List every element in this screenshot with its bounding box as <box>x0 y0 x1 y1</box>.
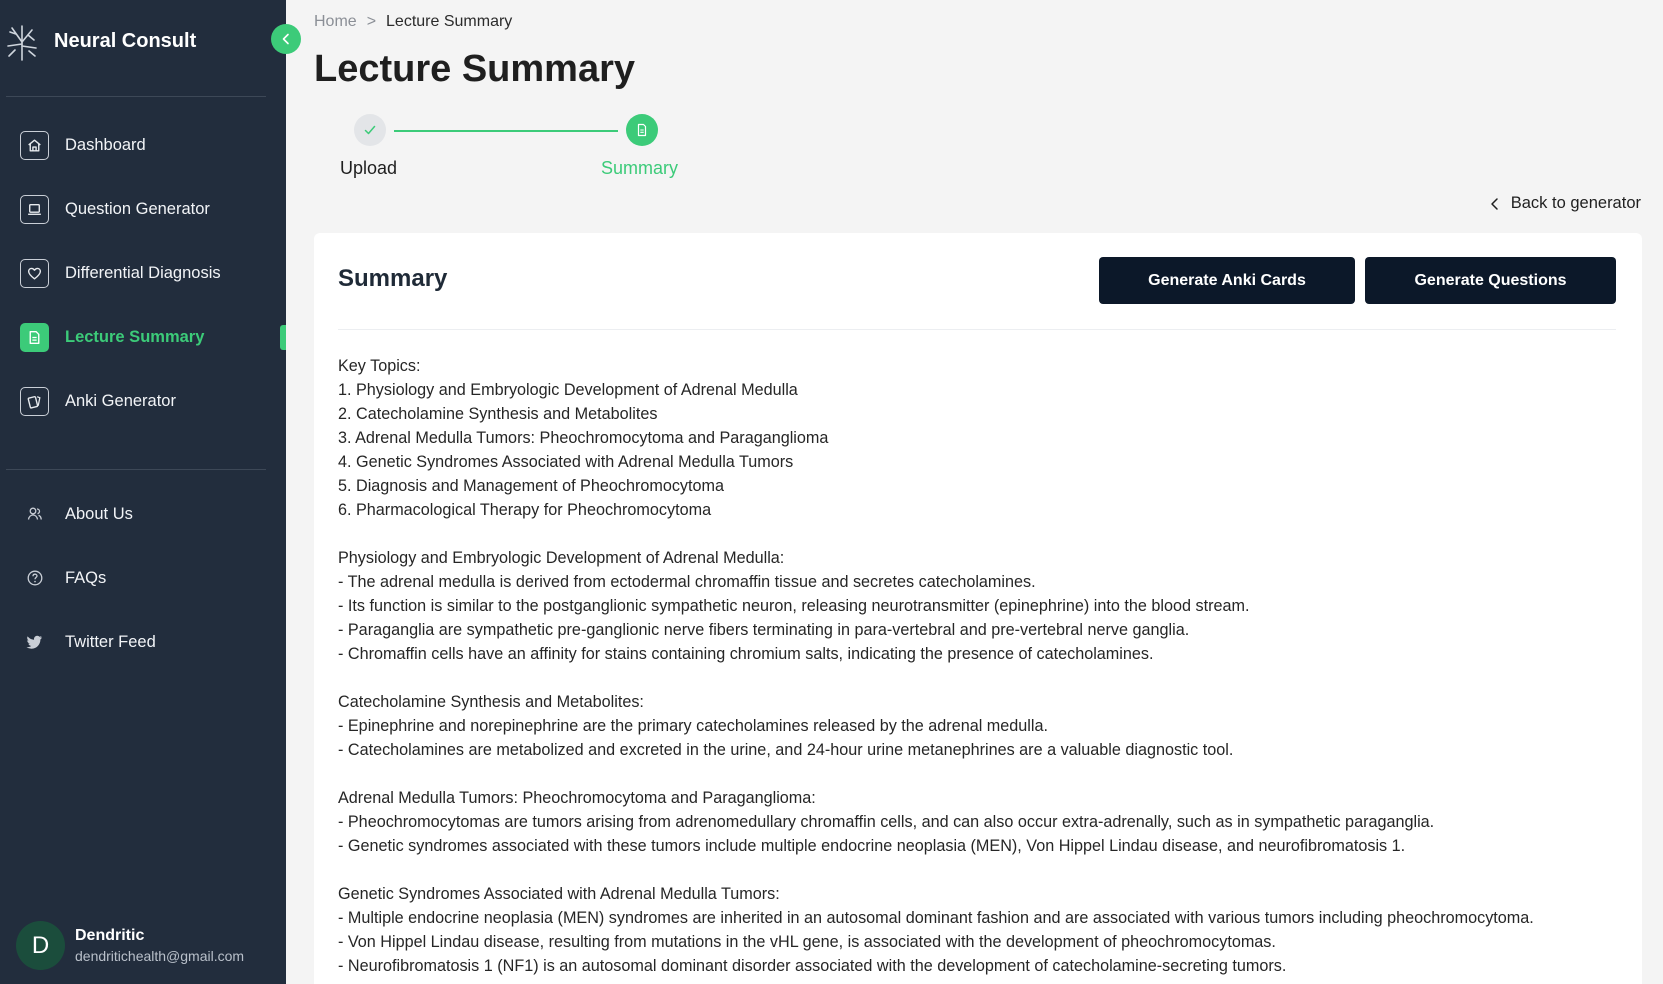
breadcrumb-separator: > <box>366 13 377 30</box>
summary-line: - Catecholamines are metabolized and excreted in the urine, and 24-hour urine metanephrines are a valuable diagnostic tool. <box>338 741 1234 759</box>
summary-card <box>314 233 1642 984</box>
summary-line: 4. Genetic Syndromes Associated with Adrenal Medulla Tumors <box>338 453 794 471</box>
back-link-label: Back to generator <box>1510 194 1641 212</box>
generate-anki-cards-button[interactable]: Generate Anki Cards <box>1099 257 1355 304</box>
active-indicator <box>280 325 286 350</box>
chevron-left-icon <box>1489 197 1501 211</box>
summary-line: Catecholamine Synthesis and Metabolites: <box>338 693 644 711</box>
step-label-upload: Upload <box>340 158 398 178</box>
cards-icon <box>20 387 49 416</box>
summary-text <box>338 354 1628 978</box>
breadcrumb-current: Lecture Summary <box>386 13 513 30</box>
summary-line: - The adrenal medulla is derived from ectodermal chromaffin tissue and secretes catecholamines. <box>338 573 1036 591</box>
card-title: Summary <box>338 265 448 292</box>
heart-icon <box>20 259 49 288</box>
user-name: Dendritic <box>75 927 145 944</box>
summary-line: - Paraganglia are sympathetic pre-ganglionic nerve fibers terminating in para-vertebral and pre-vertebral nerve ganglia. <box>338 621 1190 639</box>
summary-line: 3. Adrenal Medulla Tumors: Pheochromocytoma and Paraganglioma <box>338 429 829 447</box>
document-icon <box>634 122 650 138</box>
people-icon <box>20 505 49 523</box>
summary-spacer <box>338 522 1628 546</box>
sidebar-item-label: Differential Diagnosis <box>65 263 221 282</box>
sidebar-item-twitter-feed[interactable] <box>0 610 286 674</box>
summary-line: Physiology and Embryologic Development of Adrenal Medulla: <box>338 549 785 567</box>
sidebar-item-differential-diagnosis[interactable] <box>0 241 286 305</box>
breadcrumb-home[interactable]: Home <box>314 13 357 30</box>
back-to-generator-link[interactable] <box>1489 194 1641 213</box>
summary-spacer <box>338 858 1628 882</box>
summary-spacer <box>338 666 1628 690</box>
summary-line: - Von Hippel Lindau disease, resulting from mutations in the vHL gene, is associated with the development of pheochromocytomas. <box>338 933 1276 951</box>
card-divider <box>338 329 1616 330</box>
sidebar <box>0 0 286 984</box>
summary-line: - Pheochromocytomas are tumors arising from adrenomedullary chromaffin cells, and can also occur extra-adrenally, such as in sympathetic paraganglia. <box>338 813 1435 831</box>
sidebar-item-label: Anki Generator <box>65 391 176 410</box>
summary-line: 2. Catecholamine Synthesis and Metabolites <box>338 405 658 423</box>
sidebar-item-label: Twitter Feed <box>65 632 156 651</box>
user-profile[interactable] <box>16 921 244 970</box>
question-icon <box>20 569 49 587</box>
summary-spacer <box>338 762 1628 786</box>
sidebar-item-about-us[interactable] <box>0 482 286 546</box>
twitter-icon <box>20 633 49 651</box>
sidebar-item-faqs[interactable] <box>0 546 286 610</box>
sidebar-item-dashboard[interactable] <box>0 113 286 177</box>
sidebar-item-label: Question Generator <box>65 199 210 218</box>
chevron-left-icon <box>279 32 293 46</box>
laptop-icon <box>20 195 49 224</box>
avatar: D <box>16 921 65 970</box>
brand[interactable] <box>4 20 196 62</box>
sidebar-item-anki-generator[interactable] <box>0 369 286 433</box>
sidebar-item-label: FAQs <box>65 568 107 587</box>
secondary-nav <box>0 482 286 674</box>
stepper <box>314 112 714 182</box>
sidebar-divider <box>6 469 266 470</box>
breadcrumb <box>314 13 512 31</box>
summary-line: - Its function is similar to the postganglionic sympathetic neuron, releasing neurotransmitter (epinephrine) into the blood stream. <box>338 597 1250 615</box>
summary-line: Adrenal Medulla Tumors: Pheochromocytoma and Paraganglioma: <box>338 789 816 807</box>
document-icon <box>20 323 49 352</box>
generate-questions-button[interactable]: Generate Questions <box>1365 257 1616 304</box>
sidebar-item-label: About Us <box>65 504 133 523</box>
summary-line: - Genetic syndromes associated with these tumors include multiple endocrine neoplasia (MEN), Von Hippel Lindau disease, and neurofibromatosis 1. <box>338 837 1406 855</box>
summary-line: - Multiple endocrine neoplasia (MEN) syndromes are inherited in an autosomal dominant fashion and are associated with various tumors including pheochromocytoma. <box>338 909 1534 927</box>
summary-line: Key Topics: <box>338 357 421 375</box>
main-nav <box>0 113 286 433</box>
user-email: dendritichealth@gmail.com <box>75 948 245 964</box>
neuron-logo-icon <box>4 20 40 62</box>
summary-line: - Chromaffin cells have an affinity for stains containing chromium salts, indicating the presence of catecholamines. <box>338 645 1154 663</box>
page-title: Lecture Summary <box>314 48 636 90</box>
app-name: Neural Consult <box>54 29 197 52</box>
summary-line: 1. Physiology and Embryologic Development of Adrenal Medulla <box>338 381 798 399</box>
sidebar-item-label: Lecture Summary <box>65 327 205 346</box>
summary-line: - Neurofibromatosis 1 (NF1) is an autosomal dominant disorder associated with the development of catecholamine-secreting tumors. <box>338 957 1287 975</box>
step-label-summary: Summary <box>601 158 679 178</box>
summary-line: 6. Pharmacological Therapy for Pheochromocytoma <box>338 501 712 519</box>
summary-line: - Epinephrine and norepinephrine are the primary catecholamines released by the adrenal medulla. <box>338 717 1048 735</box>
collapse-sidebar-button[interactable] <box>271 24 301 54</box>
sidebar-item-label: Dashboard <box>65 135 146 154</box>
sidebar-item-lecture-summary[interactable] <box>0 305 286 369</box>
step-upload-complete <box>354 114 386 146</box>
check-icon <box>362 122 378 138</box>
home-icon <box>20 131 49 160</box>
summary-line: Genetic Syndromes Associated with Adrenal Medulla Tumors: <box>338 885 780 903</box>
step-connector <box>394 130 618 132</box>
sidebar-item-question-generator[interactable] <box>0 177 286 241</box>
step-summary-current <box>626 114 658 146</box>
summary-line: 5. Diagnosis and Management of Pheochromocytoma <box>338 477 725 495</box>
sidebar-divider <box>6 96 266 97</box>
